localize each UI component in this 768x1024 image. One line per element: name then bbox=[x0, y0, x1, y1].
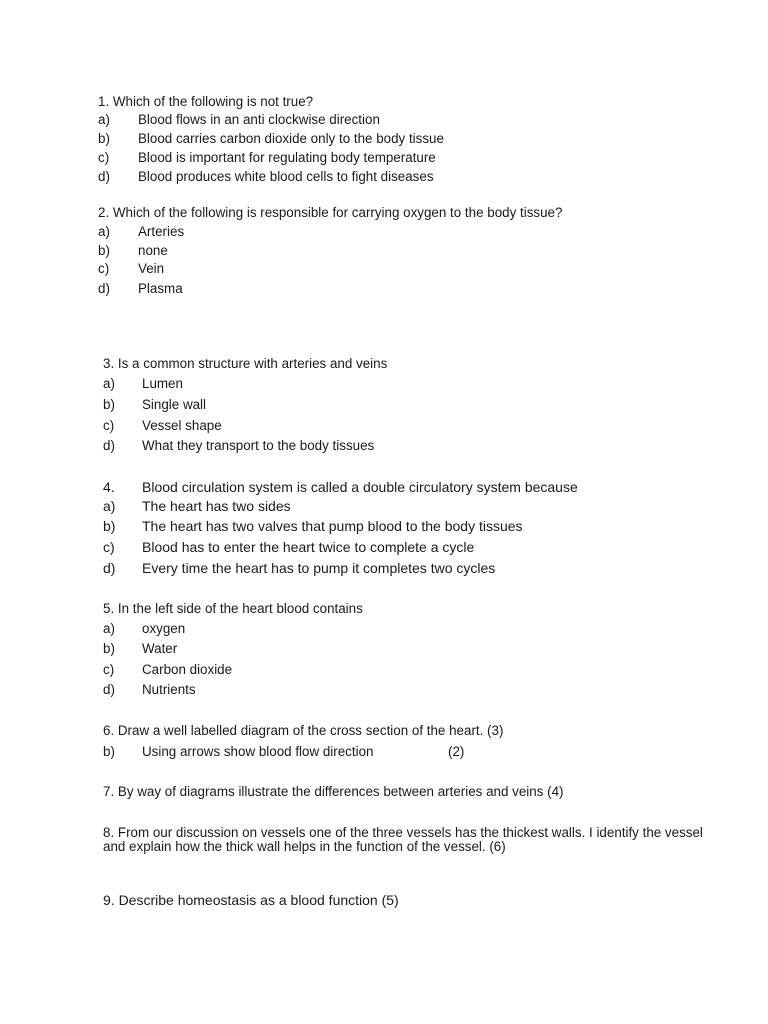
option-letter: d) bbox=[103, 560, 116, 576]
option-text: Single wall bbox=[142, 397, 207, 412]
option-text: Using arrows show blood flow direction bbox=[142, 744, 374, 759]
option-text: Arteries bbox=[138, 224, 185, 239]
question-6b-marks: (2) bbox=[448, 744, 465, 759]
question-1-text: 1. Which of the following is not true? bbox=[98, 94, 314, 109]
question-9-text: 9. Describe homeostasis as a blood function (5) bbox=[103, 892, 399, 908]
option-text: none bbox=[138, 243, 168, 258]
option-text: Vessel shape bbox=[142, 418, 222, 433]
option-letter: c) bbox=[98, 261, 110, 276]
option-text: Blood produces white blood cells to fight diseases bbox=[138, 169, 434, 184]
option-text: Vein bbox=[138, 261, 165, 276]
question-6-text: 6. Draw a well labelled diagram of the cross section of the heart. (3) bbox=[103, 723, 504, 738]
option-letter: b) bbox=[103, 518, 116, 534]
option-letter: d) bbox=[103, 438, 115, 453]
question-4-number: 4. bbox=[103, 479, 115, 495]
option-letter: b) bbox=[98, 131, 110, 146]
option-text: The heart has two sides bbox=[142, 498, 291, 514]
option-letter: a) bbox=[103, 621, 115, 636]
option-letter: c) bbox=[98, 150, 110, 165]
option-letter: d) bbox=[98, 169, 110, 184]
option-letter: a) bbox=[98, 224, 110, 239]
option-letter: c) bbox=[103, 539, 115, 555]
option-text: Blood flows in an anti clockwise direction bbox=[138, 112, 380, 127]
option-letter: b) bbox=[98, 243, 110, 258]
question-7-text: 7. By way of diagrams illustrate the differences between arteries and veins (4) bbox=[103, 784, 564, 799]
question-5-text: 5. In the left side of the heart blood contains bbox=[103, 601, 363, 616]
question-2-text: 2. Which of the following is responsible for carrying oxygen to the body tissue? bbox=[98, 205, 563, 220]
option-text: Plasma bbox=[138, 281, 183, 296]
option-letter: a) bbox=[103, 376, 115, 391]
question-3-text: 3. Is a common structure with arteries and veins bbox=[103, 356, 388, 371]
option-letter: b) bbox=[103, 744, 115, 759]
option-text: Every time the heart has to pump it completes two cycles bbox=[142, 560, 496, 576]
option-letter: a) bbox=[98, 112, 110, 127]
option-text: Blood carries carbon dioxide only to the body tissue bbox=[138, 131, 444, 146]
option-letter: d) bbox=[103, 682, 115, 697]
option-text: Lumen bbox=[142, 376, 183, 391]
option-text: What they transport to the body tissues bbox=[142, 438, 375, 453]
question-4-text: Blood circulation system is called a double circulatory system because bbox=[142, 479, 578, 495]
question-8-text: 8. From our discussion on vessels one of the three vessels has the thickest walls. I identify the vessel and explain how the thick wall helps in the function of the vessel. (6) bbox=[103, 825, 703, 854]
option-letter: a) bbox=[103, 498, 116, 514]
option-letter: c) bbox=[103, 662, 115, 677]
option-text: The heart has two valves that pump blood to the body tissues bbox=[142, 518, 523, 534]
option-letter: d) bbox=[98, 281, 110, 296]
option-text: Nutrients bbox=[142, 682, 196, 697]
option-text: Water bbox=[142, 641, 178, 656]
option-letter: b) bbox=[103, 641, 115, 656]
option-text: Carbon dioxide bbox=[142, 662, 233, 677]
option-letter: c) bbox=[103, 418, 115, 433]
option-letter: b) bbox=[103, 397, 115, 412]
option-text: Blood has to enter the heart twice to complete a cycle bbox=[142, 539, 475, 555]
option-text: oxygen bbox=[142, 621, 186, 636]
option-text: Blood is important for regulating body temperature bbox=[138, 150, 436, 165]
